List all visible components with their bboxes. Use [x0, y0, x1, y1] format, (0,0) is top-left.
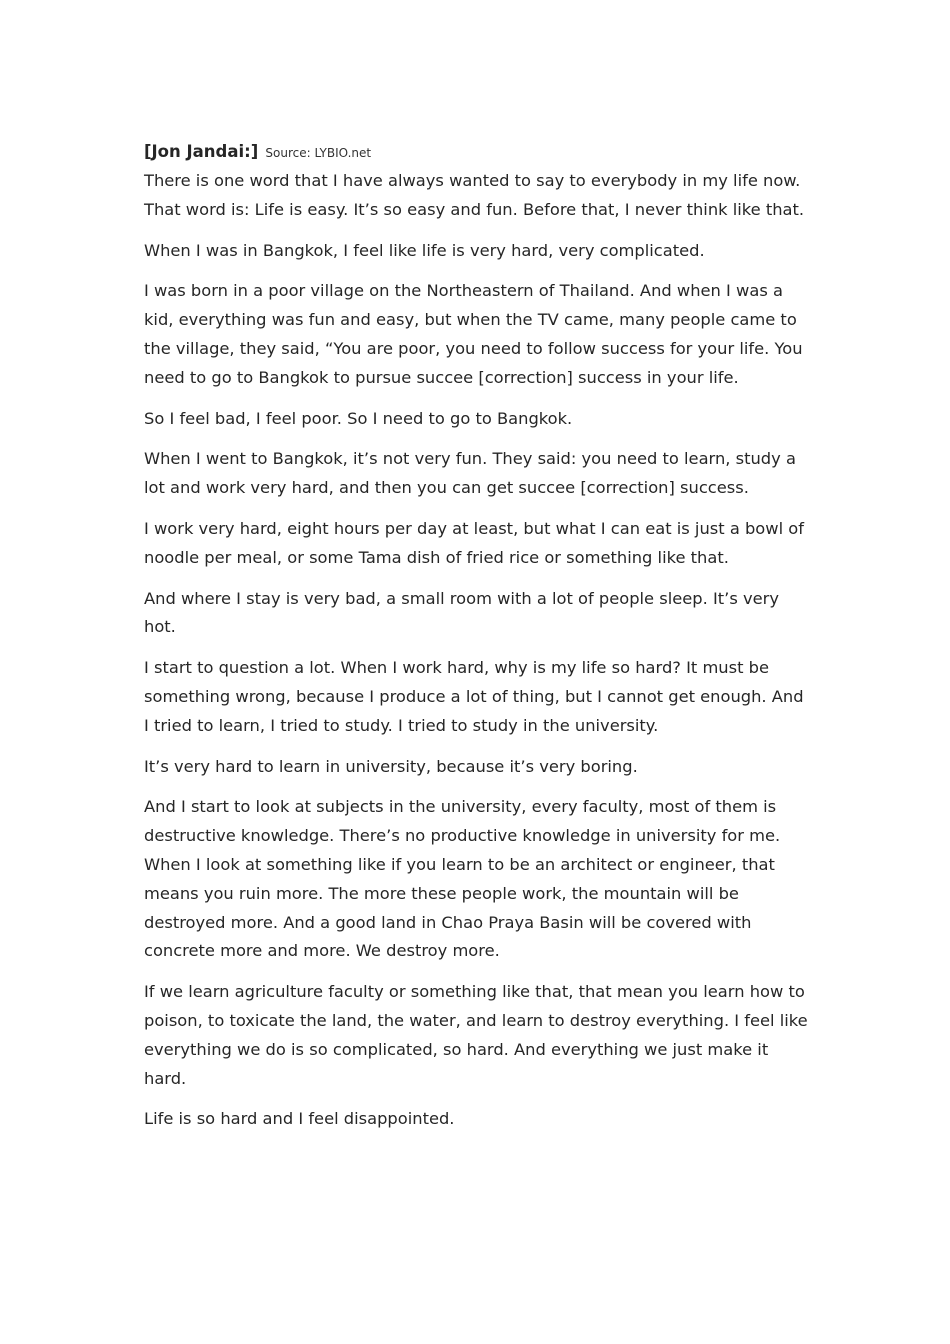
paragraph: And where I stay is very bad, a small room with a lot of people sleep. It’s very hot.: [144, 588, 779, 637]
paragraph: When I went to Bangkok, it’s not very fun. They said: you need to learn, study a lot and work very hard, and then you can get succee [correction] success.: [144, 449, 796, 498]
paragraph: Life is so hard and I feel disappointed.: [144, 1109, 455, 1129]
paragraph: When I was in Bangkok, I feel like life is very hard, very complicated.: [144, 240, 705, 260]
paragraph: I start to question a lot. When I work hard, why is my life so hard? It must be something wrong, because I produce a lot of thing, but I cannot get enough. And I tried to learn, I tried to study. I tried to study in the university.: [144, 658, 804, 735]
speaker-label: [Jon Jandai:]: [144, 142, 259, 161]
paragraph: And I start to look at subjects in the university, every faculty, most of them is destructive knowledge. There’s no productive knowledge in university for me. When I look at something like if you learn to be an architect or engineer, that means you ruin more. The more these people work, the mountain will be destroyed more. And a good land in Chao Praya Basin will be covered with concrete more and more. We destroy more.: [144, 797, 781, 961]
paragraph: If we learn agriculture faculty or something like that, that mean you learn how to poison, to toxicate the land, the water, and learn to destroy everything. I feel like everything we do is so complicated, so hard. And everything we just make it hard.: [144, 982, 808, 1088]
source-credit: Source: LYBIO.net: [265, 146, 372, 160]
paragraph: I work very hard, eight hours per day at least, but what I can eat is just a bowl of noodle per meal, or some Tama dish of fried rice or something like that.: [144, 518, 804, 567]
paragraph: I was born in a poor village on the Northeastern of Thailand. And when I was a kid, everything was fun and easy, but when the TV came, many people came to the village, they said, “You are poor, you need to follow success for your life. You need to go to Bangkok to pursue succee [correction] success in your life.: [144, 281, 803, 387]
paragraph: There is one word that I have always wanted to say to everybody in my life now. That word is: Life is easy. It’s so easy and fun. Before that, I never think like that.: [144, 171, 805, 219]
paragraph: So I feel bad, I feel poor. So I need to go to Bangkok.: [144, 408, 573, 428]
paragraph: It’s very hard to learn in university, because it’s very boring.: [144, 756, 638, 776]
document-page: [144, 141, 808, 1146]
transcript-heading: [144, 141, 808, 164]
